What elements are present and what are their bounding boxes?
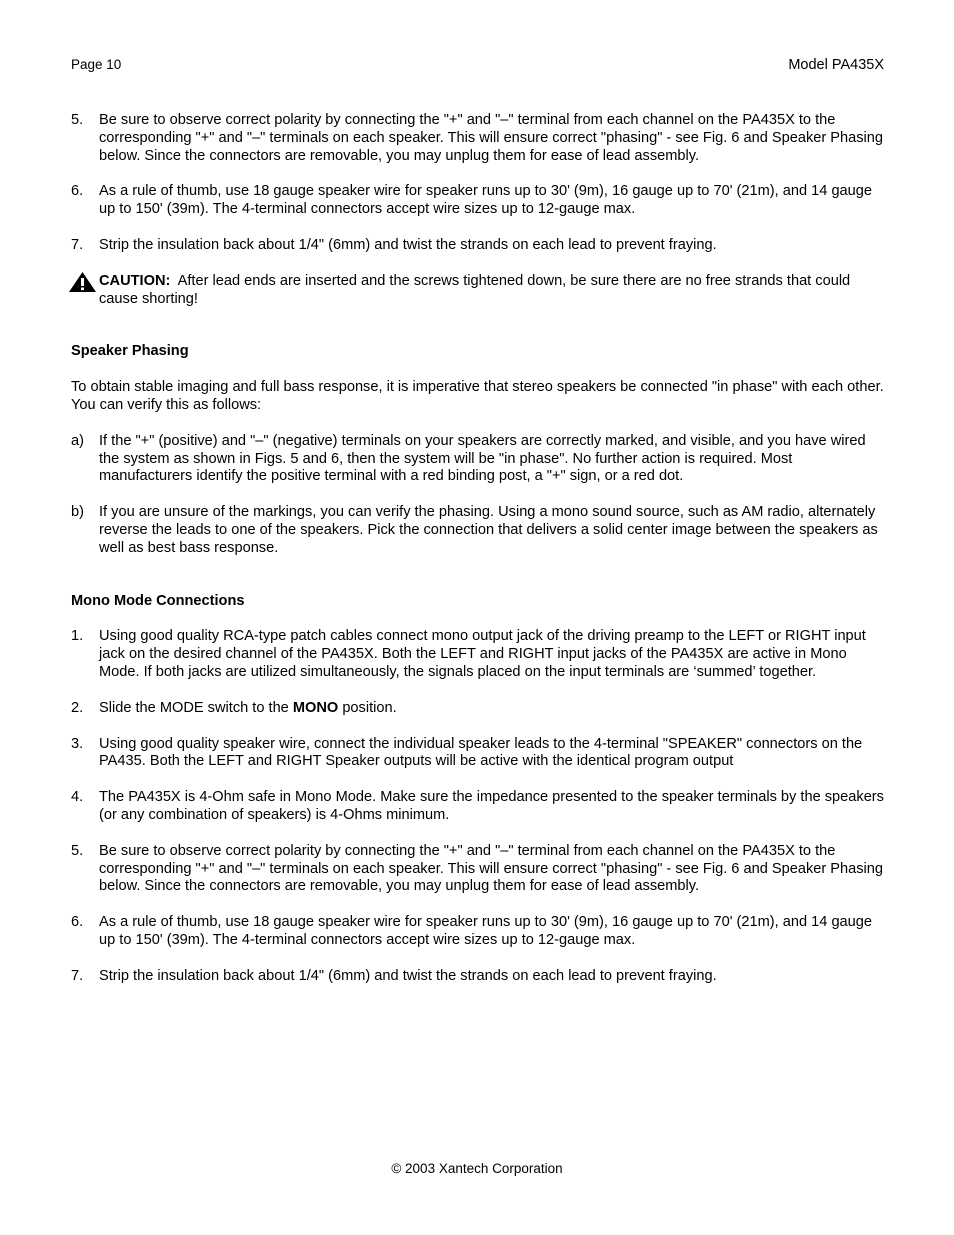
page-content [71,112,886,1004]
item-number: 3. [71,735,84,752]
item-number: 6. [71,914,84,931]
list-item [71,700,886,718]
item-text: If the "+" (positive) and "–" (negative) terminals on your speakers are correctly marked, and visible, and you have wired the system as shown in Figs. 5 and 6, then the system will be "in phase". No further action is required. Most manufacturers identify the positive terminal with a red binding post, a "+" sign, or a red dot. [99,432,866,485]
item-number: 5. [71,842,84,859]
warning-triangle-icon [68,271,97,293]
item-number: 5. [71,112,84,128]
item-text: If you are unsure of the markings, you can verify the phasing. Using a mono sound source, such as AM radio, alternately reverse the leads to one of the speakers. Pick the connection that delivers a solid center image between the speakers as well as best bass response. [99,504,878,556]
list-item [71,504,886,557]
item-text: Be sure to observe correct polarity by connecting the "+" and "–" terminal from each channel on the PA435X to the corresponding "+" and "–" terminals on each speaker. This will ensure correct "phasing" - see Fig. 6 and Speaker Phasing below. Since the connectors are removable, you may unplug them for ease of lead assembly. [99,842,884,895]
item-text: As a rule of thumb, use 18 gauge speaker wire for speaker runs up to 30' (9m), 16 gauge up to 70' (21m), and 14 gauge up to 150' (39m). The 4-terminal connectors accept wire sizes up to 12-gauge max. [99,183,873,218]
item-text: As a rule of thumb, use 18 gauge speaker wire for speaker runs up to 30' (9m), 16 gauge up to 70' (21m), and 14 gauge up to 150' (39m). The 4-terminal connectors accept wire sizes up to 12-gauge max. [99,914,873,948]
item-number: 1. [71,628,84,645]
list-item [71,914,886,950]
list-item [71,433,886,486]
item-text: Using good quality speaker wire, connect the individual speaker leads to the 4-terminal "SPEAKER" connectors on the PA435. Both the LEFT and RIGHT Speaker outputs will be active with the identical program output [99,735,863,770]
item-number: 2. [71,699,84,716]
item-number: a) [71,432,84,449]
item-text [99,700,886,718]
item-number: 7. [71,967,84,984]
item-text: The PA435X is 4-Ohm safe in Mono Mode. Make sure the impedance presented to the speaker terminals by the speakers (or any combination of speakers) is 4-Ohms minimum. [99,789,884,823]
phasing-intro: To obtain stable imaging and full bass response, it is imperative that stereo speakers be connected "in phase" with each other. You can verify this as follows: [71,379,884,413]
item-text-before: Slide the MODE switch to the [99,699,293,716]
caution-text: After lead ends are inserted and the screws tightened down, be sure there are no free strands that could cause shorting! [99,272,855,307]
item-text: Strip the insulation back about 1/4" (6mm) and twist the strands on each lead to prevent fraying. [99,236,717,253]
item-text: Using good quality RCA-type patch cables connect mono output jack of the driving preamp to the LEFT or RIGHT input jack on the desired channel of the PA435X. Both the LEFT and RIGHT input jacks of the PA435X are active in Mono Mode. If both jacks are utilized simultaneously, the signals placed on the input terminals are ‘summed’ together. [99,628,866,680]
section-heading-phasing: Speaker Phasing [71,343,189,360]
item-number: 7. [71,236,84,253]
list-item [71,968,886,986]
page-number: Page 10 [71,57,122,72]
list-item [71,183,886,219]
item-number: 6. [71,183,84,200]
caution-label: CAUTION: [99,272,171,289]
list-item [71,628,886,681]
item-number: b) [71,504,84,521]
section-heading-mono: Mono Mode Connections [71,592,245,609]
mono-keyword: MONO [292,699,339,716]
caution-note [71,273,886,309]
list-item [71,736,886,772]
copyright-footer: © 2003 Xantech Corporation [391,1161,563,1176]
item-text-after: position. [338,699,397,716]
list-item [71,112,886,165]
list-item [71,237,886,255]
list-item [71,843,886,896]
list-item [71,789,886,825]
model-label: Model PA435X [788,57,884,73]
item-text: Strip the insulation back about 1/4" (6mm) and twist the strands on each lead to prevent fraying. [99,967,717,984]
item-text: Be sure to observe correct polarity by connecting the "+" and "–" terminal from each channel on the PA435X to the corresponding "+" and "–" terminals on each speaker. This will ensure correct "phasing" - see Fig. 6 and Speaker Phasing below. Since the connectors are removable, you may unplug them for ease of lead assembly. [99,112,884,164]
item-number: 4. [71,789,84,806]
